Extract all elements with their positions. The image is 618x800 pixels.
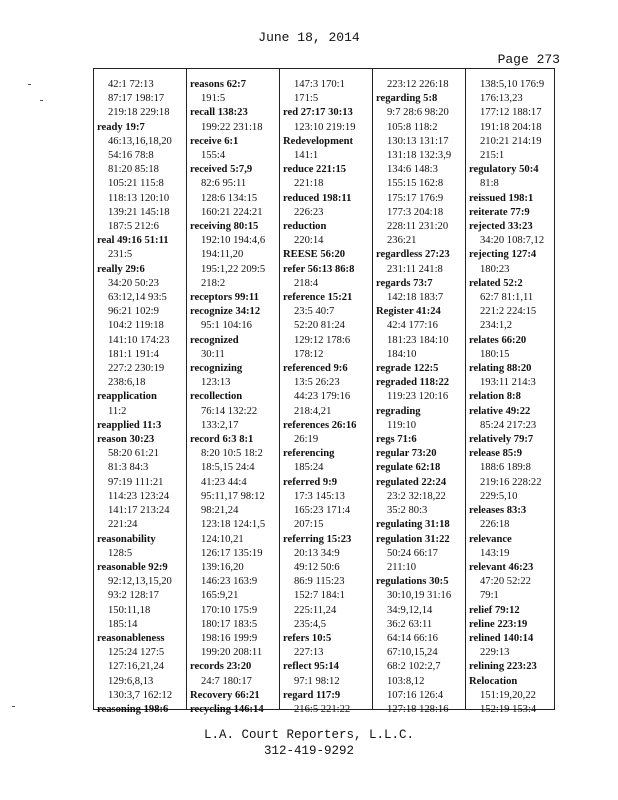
index-entry-continuation: 227:2 230:19: [108, 363, 165, 375]
index-entry-continuation: 155:15 162:8: [387, 178, 444, 190]
index-entry-continuation: 231:11 241:8: [387, 263, 443, 275]
index-entry-continuation: 225:11,24: [294, 604, 337, 616]
index-entry-continuation: 97:19 111:21: [108, 476, 164, 488]
index-entry-continuation: 192:10 194:4,6: [201, 235, 266, 247]
index-entry-continuation: 133:2,17: [201, 419, 239, 431]
index-entry-continuation: 218:2: [201, 277, 226, 289]
index-entry: reasoning 198:6: [97, 703, 169, 715]
index-entry: REESE 56:20: [283, 249, 346, 261]
index-entry: regulate 62:18: [376, 462, 441, 474]
index-entry: relining 223:23: [469, 661, 537, 673]
index-entry-continuation: 128:5: [108, 547, 133, 559]
index-entry-continuation: 143:19: [480, 547, 510, 559]
index-entry-continuation: 81:8: [480, 178, 499, 190]
index-entry: recognized: [190, 334, 239, 346]
index-entry-continuation: 218:4,21: [294, 405, 332, 417]
index-entry-continuation: 124:10,21: [201, 533, 244, 545]
index-entry: references 26:16: [283, 419, 357, 431]
index-entry-continuation: 34:20 50:23: [108, 277, 159, 289]
index-entry-continuation: 58:20 61:21: [108, 448, 159, 460]
index-entry: regs 71:6: [376, 434, 417, 446]
index-entry: receptors 99:11: [190, 292, 259, 304]
index-entry-continuation: 103:8,12: [387, 675, 425, 687]
index-entry-continuation: 11:2: [108, 405, 127, 417]
index-entry-continuation: 79:1: [480, 590, 499, 602]
index-entry-continuation: 126:17 135:19: [201, 547, 263, 559]
index-entry-continuation: 34:20 108:7,12: [480, 235, 545, 247]
index-entry-continuation: 85:24 217:23: [480, 419, 537, 431]
index-entry: relates 66:20: [469, 334, 527, 346]
index-entry: Register 41:24: [376, 306, 441, 318]
index-entry: regulatory 50:4: [469, 164, 539, 176]
index-entry-continuation: 131:18 132:3,9: [387, 150, 452, 162]
index-entry-continuation: 128:6 134:15: [201, 192, 258, 204]
index-entry: recycling 146:14: [190, 703, 264, 715]
reporter-phone: 312-419-9292: [263, 744, 354, 758]
index-entry-continuation: 9:7 28:6 98:20: [387, 107, 449, 119]
index-entry-continuation: 216:5 221:22: [294, 703, 351, 715]
index-entry: Relocation: [469, 675, 518, 687]
index-entry-continuation: 142:18 183:7: [387, 292, 444, 304]
index-entry: ready 19:7: [97, 121, 145, 133]
index-entry: regulations 30:5: [376, 576, 449, 588]
index-entry-continuation: 228:11 231:20: [387, 221, 449, 233]
index-entry: regrade 122:5: [376, 363, 439, 375]
index-entry: record 6:3 8:1: [190, 434, 254, 446]
index-entry-continuation: 127:16,21,24: [108, 661, 164, 673]
index-entry-continuation: 229:13: [480, 647, 510, 659]
index-column-2: [190, 78, 280, 717]
index-entry-continuation: 176:13,23: [480, 93, 523, 105]
index-entry: release 85:9: [469, 448, 523, 460]
index-entry: regardless 27:23: [376, 249, 450, 261]
index-entry-continuation: 191:18 204:18: [480, 121, 542, 133]
index-entry-continuation: 42:1 72:13: [108, 79, 154, 90]
index-entry-continuation: 26:19: [294, 434, 319, 446]
index-entry-continuation: 226:23: [294, 206, 324, 218]
index-entry-continuation: 181:1 191:4: [108, 348, 159, 360]
index-entry: reiterate 77:9: [469, 206, 530, 218]
scan-speck: [40, 100, 43, 101]
index-entry-continuation: 123:10 219:19: [294, 121, 356, 133]
index-entry-continuation: 147:3 170:1: [294, 79, 345, 90]
index-entry: regraded 118:22: [376, 377, 450, 389]
index-entry-continuation: 215:1: [480, 150, 505, 162]
index-entry: related 52:2: [469, 277, 523, 289]
index-entry-continuation: 127:18 128:16: [387, 703, 449, 715]
index-entry: rejecting 127:4: [469, 249, 537, 261]
index-entry-continuation: 50:24 66:17: [387, 547, 438, 559]
index-entry-continuation: 141:10 174:23: [108, 334, 170, 346]
index-entry-continuation: 129:12 178:6: [294, 334, 351, 346]
index-entry-continuation: 227:13: [294, 647, 324, 659]
index-entry-continuation: 52:20 81:24: [294, 320, 345, 332]
index-entry-continuation: 107:16 126:4: [387, 689, 444, 701]
index-entry: really 29:6: [97, 263, 145, 275]
index-entry: releases 83:3: [469, 505, 527, 517]
index-entry-continuation: 105:21 115:8: [108, 178, 164, 190]
index-entry-continuation: 234:1,2: [480, 320, 513, 332]
index-entry: regular 73:20: [376, 448, 437, 460]
index-entry-continuation: 210:21 214:19: [480, 135, 542, 147]
index-entry: reapplied 11:3: [97, 419, 162, 431]
index-entry-continuation: 62:7 81:1,11: [480, 292, 534, 304]
index-entry-continuation: 187:5 212:6: [108, 221, 159, 233]
index-entry: reline 223:19: [469, 618, 528, 630]
index-entry: regrading: [376, 405, 421, 417]
index-entry: regulated 22:24: [376, 476, 447, 488]
index-entry: regarding 5:8: [376, 93, 438, 105]
index-entry-continuation: 152:19 153:4: [480, 703, 537, 715]
index-entry-continuation: 125:24 127:5: [108, 647, 165, 659]
index-entry: recognizing: [190, 363, 243, 375]
index-entry: refers 10:5: [283, 632, 332, 644]
index-entry: regulating 31:18: [376, 519, 450, 531]
index-entry-continuation: 97:1 98:12: [294, 675, 340, 687]
transcript-date: June 18, 2014: [258, 30, 360, 45]
index-entry-continuation: 141:17 213:24: [108, 505, 170, 517]
index-entry-continuation: 8:20 10:5 18:2: [201, 448, 263, 460]
index-entry-continuation: 238:6,18: [108, 377, 146, 389]
index-entry-continuation: 81:20 85:18: [108, 164, 159, 176]
index-entry-continuation: 219:16 228:22: [480, 476, 542, 488]
index-entry-continuation: 220:14: [294, 235, 324, 247]
index-entry-continuation: 47:20 52:22: [480, 576, 531, 588]
index-entry: recollection: [190, 391, 243, 403]
index-entry-continuation: 81:3 84:3: [108, 462, 149, 474]
index-entry: reduced 198:11: [283, 192, 352, 204]
index-entry-continuation: 30:10,19 31:16: [387, 590, 452, 602]
index-entry-continuation: 82:6 95:11: [201, 178, 247, 190]
index-entry-continuation: 36:2 63:11: [387, 618, 433, 630]
index-entry-continuation: 95:1 104:16: [201, 320, 252, 332]
index-entry-continuation: 118:13 120:10: [108, 192, 170, 204]
index-entry-continuation: 160:21 224:21: [201, 206, 263, 218]
index-entry-continuation: 23:5 40:7: [294, 306, 335, 318]
index-entry-continuation: 104:2 119:18: [108, 320, 164, 332]
index-entry: regards 73:7: [376, 277, 433, 289]
index-entry-continuation: 170:10 175:9: [201, 604, 258, 616]
index-entry-continuation: 18:5,15 24:4: [201, 462, 255, 474]
index-entry-continuation: 184:10: [387, 348, 417, 360]
index-column-5: [469, 78, 559, 717]
index-entry-continuation: 129:6,8,13: [108, 675, 154, 687]
index-entry: referred 9:9: [283, 476, 338, 488]
index-entry-continuation: 41:23 44:4: [201, 476, 247, 488]
index-entry-continuation: 95:11,17 98:12: [201, 490, 265, 502]
index-entry-continuation: 199:20 208:11: [201, 647, 263, 659]
index-entry-continuation: 221:24: [108, 519, 138, 531]
index-entry-continuation: 178:12: [294, 348, 324, 360]
index-entry: relevant 46:23: [469, 561, 534, 573]
index-entry-continuation: 24:7 180:17: [201, 675, 252, 687]
index-entry: relined 140:14: [469, 632, 534, 644]
index-entry: real 49:16 51:11: [97, 235, 169, 247]
index-entry: recognize 34:12: [190, 306, 261, 318]
index-entry: reasonability: [97, 533, 156, 545]
index-entry: reasons 62:7: [190, 79, 247, 90]
index-entry-continuation: 30:11: [201, 348, 225, 360]
index-column-1: [97, 78, 187, 717]
index-entry: Recovery 66:21: [190, 689, 260, 701]
index-entry-continuation: 177:12 188:17: [480, 107, 542, 119]
index-entry-continuation: 35:2 80:3: [387, 505, 428, 517]
index-entry-continuation: 181:23 184:10: [387, 334, 449, 346]
index-entry-continuation: 219:18 229:18: [108, 107, 170, 119]
index-entry-continuation: 185:14: [108, 618, 138, 630]
index-entry: relatively 79:7: [469, 434, 534, 446]
index-entry-continuation: 76:14 132:22: [201, 405, 258, 417]
index-entry-continuation: 67:10,15,24: [387, 647, 438, 659]
index-entry: reasonableness: [97, 632, 165, 644]
index-entry: receiving 80:15: [190, 221, 259, 233]
index-entry-continuation: 191:5: [201, 93, 226, 105]
index-entry-continuation: 42:4 177:16: [387, 320, 438, 332]
index-entry-continuation: 198:16 199:9: [201, 632, 258, 644]
index-entry-continuation: 194:11,20: [201, 249, 244, 261]
index-entry-continuation: 211:10: [387, 561, 417, 573]
index-entry-continuation: 20:13 34:9: [294, 547, 340, 559]
index-entry-continuation: 151:19,20,22: [480, 689, 536, 701]
index-entry: relative 49:22: [469, 405, 531, 417]
index-entry-continuation: 231:5: [108, 249, 133, 261]
index-column-4: [376, 78, 466, 717]
index-entry-continuation: 44:23 179:16: [294, 391, 351, 403]
index-entry-continuation: 130:13 131:17: [387, 135, 449, 147]
index-entry-continuation: 165:23 171:4: [294, 505, 351, 517]
index-entry: referenced 9:6: [283, 363, 348, 375]
index-entry-continuation: 119:23 120:16: [387, 391, 449, 403]
index-entry-continuation: 175:17 176:9: [387, 192, 444, 204]
index-entry: red 27:17 30:13: [283, 107, 353, 119]
index-entry-continuation: 165:9,21: [201, 590, 239, 602]
index-entry-continuation: 64:14 66:16: [387, 632, 438, 644]
scan-speck: [12, 706, 15, 707]
index-entry-continuation: 235:4,5: [294, 618, 327, 630]
index-entry-continuation: 193:11 214:3: [480, 377, 536, 389]
index-entry-continuation: 105:8 118:2: [387, 121, 438, 133]
index-entry-continuation: 46:13,16,18,20: [108, 135, 172, 147]
index-entry-continuation: 63:12,14 93:5: [108, 292, 167, 304]
index-entry-continuation: 96:21 102:9: [108, 306, 159, 318]
index-entry: receive 6:1: [190, 135, 239, 147]
index-entry-continuation: 223:12 226:18: [387, 79, 449, 90]
index-entry-continuation: 236:21: [387, 235, 417, 247]
index-entry: referring 15:23: [283, 533, 352, 545]
index-entry-continuation: 180:23: [480, 263, 510, 275]
index-entry: regard 117:9: [283, 689, 341, 701]
index-entry-continuation: 134:6 148:3: [387, 164, 438, 176]
index-entry-continuation: 138:5,10 176:9: [480, 79, 545, 90]
index-entry: relief 79:12: [469, 604, 520, 616]
index-entry: refer 56:13 86:8: [283, 263, 355, 275]
reporter-name: L.A. Court Reporters, L.L.C.: [203, 728, 415, 742]
index-entry-continuation: 87:17 198:17: [108, 93, 165, 105]
index-entry-continuation: 49:12 50:6: [294, 561, 340, 573]
index-entry: regulation 31:22: [376, 533, 450, 545]
index-entry-continuation: 123:18 124:1,5: [201, 519, 266, 531]
index-entry-continuation: 185:24: [294, 462, 324, 474]
index-entry-continuation: 171:5: [294, 93, 319, 105]
index-entry: referencing: [283, 448, 335, 460]
index-entry: reduce 221:15: [283, 164, 347, 176]
index-entry: reduction: [283, 221, 327, 233]
page-number: Page 273: [497, 52, 560, 67]
index-entry: reapplication: [97, 391, 157, 403]
index-entry-continuation: 207:15: [294, 519, 324, 531]
index-entry-continuation: 218:4: [294, 277, 319, 289]
index-entry-continuation: 177:3 204:18: [387, 206, 444, 218]
index-entry-continuation: 180:15: [480, 348, 510, 360]
index-entry-continuation: 226:18: [480, 519, 510, 531]
index-entry-continuation: 195:1,22 209:5: [201, 263, 266, 275]
index-entry-continuation: 155:4: [201, 150, 226, 162]
index-entry-continuation: 54:16 78:8: [108, 150, 154, 162]
index-entry: reference 15:21: [283, 292, 353, 304]
index-entry: relating 88:20: [469, 363, 532, 375]
index-entry: relation 8:8: [469, 391, 521, 403]
index-entry-continuation: 221:2 224:15: [480, 306, 537, 318]
index-entry-continuation: 34:9,12,14: [387, 604, 433, 616]
scan-speck: [28, 84, 31, 85]
index-entry: received 5:7,9: [190, 164, 253, 176]
index-entry: reasonable 92:9: [97, 561, 168, 573]
index-entry-continuation: 188:6 189:8: [480, 462, 531, 474]
index-entry-continuation: 119:10: [387, 419, 417, 431]
index-entry-continuation: 93:2 128:17: [108, 590, 159, 602]
index-entry-continuation: 130:3,7 162:12: [108, 689, 173, 701]
index-entry: reason 30:23: [97, 434, 155, 446]
index-entry-continuation: 114:23 123:24: [108, 490, 170, 502]
index-entry: rejected 33:23: [469, 221, 533, 233]
index-entry-continuation: 13:5 26:23: [294, 377, 340, 389]
index-entry: relevance: [469, 533, 512, 545]
index-entry-continuation: 139:21 145:18: [108, 206, 170, 218]
index-entry-continuation: 23:2 32:18,22: [387, 490, 446, 502]
index-entry: Redevelopment: [283, 135, 354, 147]
index-entry: records 23:20: [190, 661, 252, 673]
index-entry-continuation: 152:7 184:1: [294, 590, 345, 602]
index-entry-continuation: 68:2 102:2,7: [387, 661, 441, 673]
index-entry-continuation: 221:18: [294, 178, 324, 190]
index-entry-continuation: 139:16,20: [201, 561, 244, 573]
index-column-3: [283, 78, 373, 717]
index-entry-continuation: 123:13: [201, 377, 231, 389]
index-entry: recall 138:23: [190, 107, 248, 119]
index-entry-continuation: 92:12,13,15,20: [108, 576, 172, 588]
index-entry-continuation: 180:17 183:5: [201, 618, 258, 630]
index-entry: reissued 198:1: [469, 192, 534, 204]
index-entry-continuation: 199:22 231:18: [201, 121, 263, 133]
index-entry: reflect 95:14: [283, 661, 339, 673]
index-entry-continuation: 146:23 163:9: [201, 576, 258, 588]
index-entry-continuation: 98:21,24: [201, 505, 239, 517]
index-entry-continuation: 86:9 115:23: [294, 576, 345, 588]
index-entry-continuation: 17:3 145:13: [294, 490, 345, 502]
index-entry-continuation: 141:1: [294, 150, 319, 162]
index-entry-continuation: 229:5,10: [480, 490, 518, 502]
index-entry-continuation: 150:11,18: [108, 604, 151, 616]
